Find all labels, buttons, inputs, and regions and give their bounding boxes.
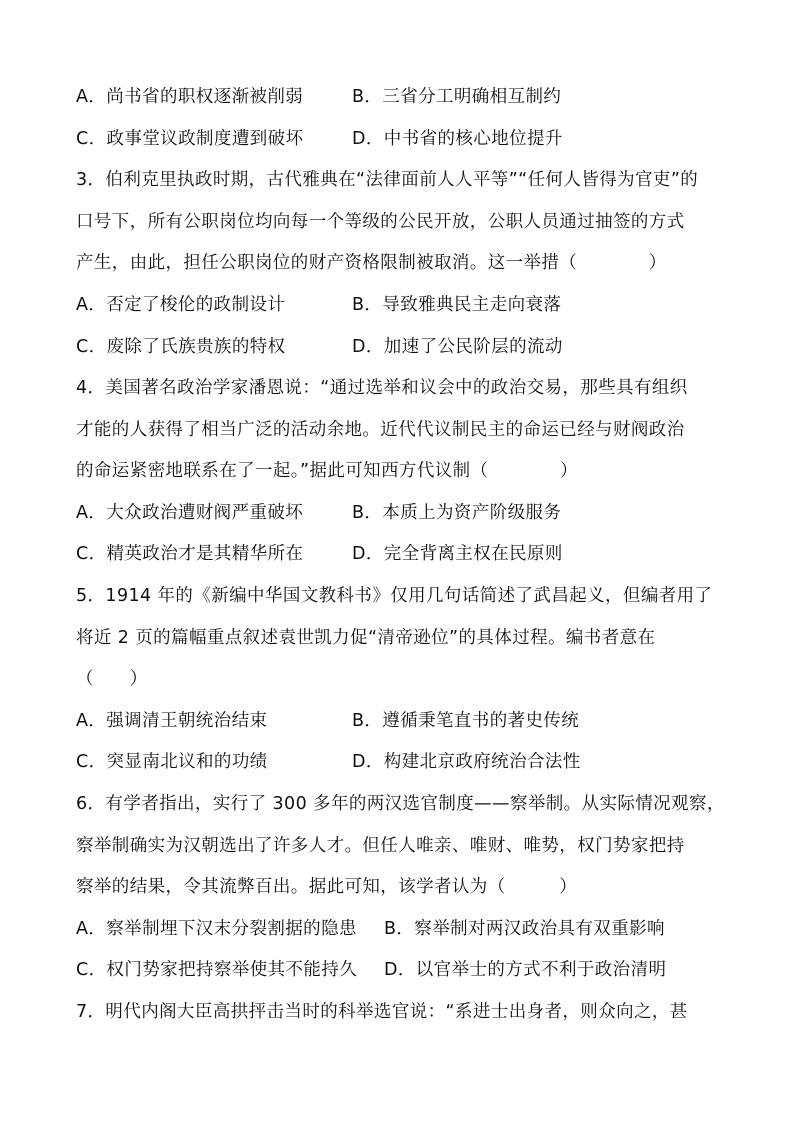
q6-option-b: B．察举制对两汉政治具有双重影响 [384,919,665,939]
q5-option-a: A．强调清王朝统治结束 [76,711,268,731]
q5-options-row-2 [76,751,736,773]
q7-stem-line-1: 7．明代内阁大臣高拱抨击当时的科举选官说：“系进士出身者，则众向之，甚 [76,1002,688,1022]
q3-option-c: C．废除了氏族贵族的特权 [76,337,286,357]
q4-options-row-1 [76,502,736,524]
q4-stem-line-3: 的命运紧密地联系在了一起。”据此可知西方代议制（ ） [76,461,578,481]
q2-option-a: A．尚书省的职权逐渐被削弱 [76,87,304,107]
q6-options-row-1 [76,918,736,940]
q3-option-a: A．否定了梭伦的政制设计 [76,295,286,315]
q6-option-d: D．以官举士的方式不利于政治清明 [384,960,667,980]
q6-options-row-2 [76,959,736,981]
q6-stem-line-1: 6．有学者指出，实行了 300 多年的两汉选官制度——察举制。从实际情况观察， [76,794,725,814]
q6-stem-line-3: 察举的结果，令其流弊百出。据此可知，该学者认为（ ） [76,877,578,897]
q3-options-row-2 [76,336,736,358]
q2-options-row-2 [76,128,736,150]
q4-stem-line-1: 4．美国著名政治学家潘恩说：“通过选举和议会中的政治交易，那些具有组织 [76,378,688,398]
q5-stem-line-3: （ ） [76,669,148,689]
q5-options-row-1 [76,710,736,732]
q4-option-d: D．完全背离主权在民原则 [352,544,563,564]
q4-option-c: C．精英政治才是其精华所在 [76,544,304,564]
q3-option-d: D．加速了公民阶层的流动 [352,337,563,357]
q6-option-a: A．察举制埋下汉末分裂割据的隐患 [76,919,357,939]
q5-stem-line-1: 5．1914 年的《新编中华国文教科书》仅用几句话简述了武昌起义，但编者用了 [76,586,713,606]
q3-options-row-1 [76,294,736,316]
q2-options-row-1 [76,86,736,108]
q2-option-c: C．政事堂议政制度遭到破坏 [76,129,304,149]
q5-stem-line-2: 将近 2 页的篇幅重点叙述袁世凯力促“清帝逊位”的具体过程。编书者意在 [76,628,656,648]
q4-option-b: B．本质上为资产阶级服务 [352,503,562,523]
q3-stem-line-1: 3．伯利克里执政时期，古代雅典在“法律面前人人平等”“任何人皆得为官吏”的 [76,170,699,190]
q6-stem-line-2: 察举制确实为汉朝选出了许多人才。但任人唯亲、唯财、唯势，权门势家把持 [76,836,685,856]
q3-stem-line-2: 口号下，所有公职岗位均向每一个等级的公民开放，公职人员通过抽签的方式 [76,212,685,232]
q6-option-c: C．权门势家把持察举使其不能持久 [76,960,358,980]
q2-option-b: B．三省分工明确相互制约 [352,87,562,107]
q3-stem-line-3: 产生，由此，担任公职岗位的财产资格限制被取消。这一举措（ ） [76,253,667,273]
q4-options-row-2 [76,543,736,565]
q5-option-b: B．遵循秉笔直书的著史传统 [352,711,580,731]
q5-option-d: D．构建北京政府统治合法性 [352,752,581,772]
q3-option-b: B．导致雅典民主走向衰落 [352,295,562,315]
q4-option-a: A．大众政治遭财阀严重破坏 [76,503,304,523]
q5-option-c: C．突显南北议和的功绩 [76,752,268,772]
q2-option-d: D．中书省的核心地位提升 [352,129,563,149]
q4-stem-line-2: 才能的人获得了相当广泛的活动余地。近代代议制民主的命运已经与财阀政治 [76,420,685,440]
